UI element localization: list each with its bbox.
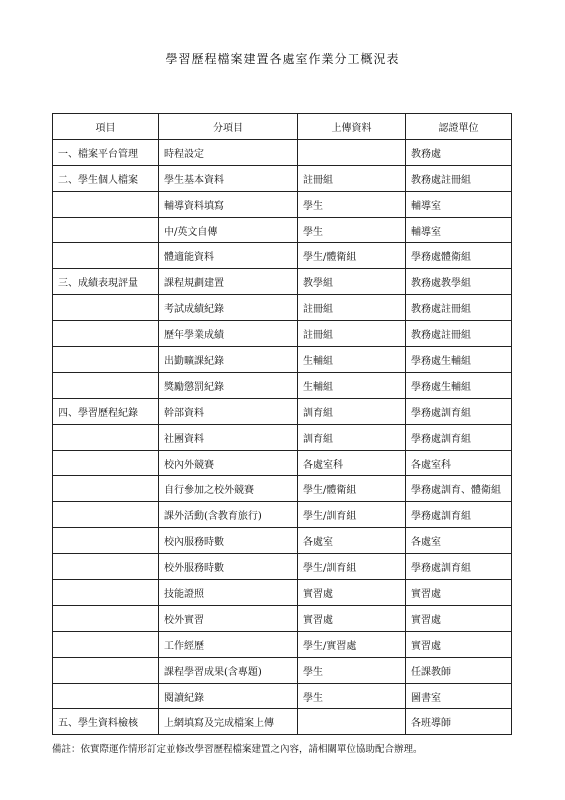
subitem-cell: 校內服務時數 [159,528,298,554]
certifying-unit-cell: 教務處 [406,139,512,165]
certifying-unit-cell: 學務處訓育組 [406,398,512,424]
table-row [53,683,512,709]
certifying-unit-cell: 實習處 [406,605,512,631]
item-cell: 一、檔案平台管理 [53,139,159,165]
subitem-cell: 課程規劃建置 [159,269,298,295]
upload-data-cell: 生輔組 [298,372,406,398]
table-row [53,372,512,398]
upload-data-cell: 學生 [298,217,406,243]
upload-data-cell: 學生/體衛組 [298,243,406,269]
certifying-unit-cell: 圖書室 [406,683,512,709]
subitem-cell: 技能證照 [159,580,298,606]
certifying-unit-cell: 學務處訓育組 [406,502,512,528]
table-row [53,165,512,191]
upload-data-cell: 學生/訓育組 [298,502,406,528]
header-upload-data: 上傳資料 [298,114,406,140]
certifying-unit-cell: 學務處體衛組 [406,243,512,269]
item-cell [53,372,159,398]
header-item: 項目 [53,114,159,140]
table-row [53,295,512,321]
upload-data-cell: 學生 [298,683,406,709]
table-row [53,476,512,502]
upload-data-cell: 教學組 [298,269,406,295]
subitem-cell: 工作經歷 [159,631,298,657]
item-cell [53,580,159,606]
certifying-unit-cell: 學務處生輔組 [406,347,512,373]
item-cell [53,683,159,709]
table-row [53,605,512,631]
certifying-unit-cell: 各處室科 [406,450,512,476]
certifying-unit-cell: 學務處訓育組 [406,424,512,450]
item-cell [53,657,159,683]
subitem-cell: 課程學習成果(含專題) [159,657,298,683]
table-row [53,347,512,373]
item-cell: 三、成績表現評量 [53,269,159,295]
table-row [53,502,512,528]
table-row [53,450,512,476]
table-row [53,709,512,735]
subitem-cell: 校外實習 [159,605,298,631]
table-row [53,217,512,243]
upload-data-cell: 註冊組 [298,165,406,191]
subitem-cell: 歷年學業成績 [159,321,298,347]
subitem-cell: 中/英文自傳 [159,217,298,243]
certifying-unit-cell: 學務處訓育、體衛組 [406,476,512,502]
subitem-cell: 校內外競賽 [159,450,298,476]
item-cell [53,217,159,243]
certifying-unit-cell: 學務處訓育組 [406,554,512,580]
item-cell: 五、學生資料檢核 [53,709,159,735]
upload-data-cell: 學生/訓育組 [298,554,406,580]
table-row [53,139,512,165]
subitem-cell: 課外活動(含教育旅行) [159,502,298,528]
table-row [53,269,512,295]
certifying-unit-cell: 實習處 [406,580,512,606]
item-cell [53,528,159,554]
certifying-unit-cell: 教務處註冊組 [406,295,512,321]
table-row [53,580,512,606]
subitem-cell: 時程設定 [159,139,298,165]
upload-data-cell: 訓育組 [298,398,406,424]
item-cell [53,476,159,502]
item-cell [53,631,159,657]
certifying-unit-cell: 各班導師 [406,709,512,735]
item-cell [53,243,159,269]
item-cell [53,605,159,631]
header-subitem: 分項目 [159,114,298,140]
allocation-table [52,113,512,735]
subitem-cell: 閱讀紀錄 [159,683,298,709]
item-cell [53,191,159,217]
item-cell [53,347,159,373]
subitem-cell: 出勤曠課紀錄 [159,347,298,373]
item-cell [53,450,159,476]
subitem-cell: 自行參加之校外競賽 [159,476,298,502]
subitem-cell: 獎勵懲罰紀錄 [159,372,298,398]
item-cell [53,295,159,321]
certifying-unit-cell: 任課教師 [406,657,512,683]
document-note: 備註：依實際運作情形訂定並修改學習歷程檔案建置之內容，請相關單位協助配合辦理。 [52,744,423,755]
upload-data-cell: 學生/實習處 [298,631,406,657]
upload-data-cell: 各處室科 [298,450,406,476]
certifying-unit-cell: 輔導室 [406,217,512,243]
table-row [53,631,512,657]
certifying-unit-cell: 實習處 [406,631,512,657]
certifying-unit-cell: 教務處註冊組 [406,321,512,347]
item-cell: 二、學生個人檔案 [53,165,159,191]
table-header-row [53,114,512,140]
upload-data-cell: 學生 [298,657,406,683]
table-row [53,554,512,580]
table-row [53,398,512,424]
table-row [53,321,512,347]
certifying-unit-cell: 學務處生輔組 [406,372,512,398]
upload-data-cell: 訓育組 [298,424,406,450]
upload-data-cell: 各處室 [298,528,406,554]
header-certifying-unit: 認證單位 [406,114,512,140]
certifying-unit-cell: 教務處教學組 [406,269,512,295]
upload-data-cell: 生輔組 [298,347,406,373]
table-body [53,139,512,734]
table-row [53,528,512,554]
subitem-cell: 考試成績紀錄 [159,295,298,321]
table-row [53,424,512,450]
upload-data-cell: 實習處 [298,580,406,606]
item-cell: 四、學習歷程紀錄 [53,398,159,424]
item-cell [53,554,159,580]
upload-data-cell: 學生/體衛組 [298,476,406,502]
subitem-cell: 輔導資料填寫 [159,191,298,217]
table-row [53,191,512,217]
subitem-cell: 社團資料 [159,424,298,450]
subitem-cell: 幹部資料 [159,398,298,424]
certifying-unit-cell: 各處室 [406,528,512,554]
certifying-unit-cell: 教務處註冊組 [406,165,512,191]
subitem-cell: 校外服務時數 [159,554,298,580]
item-cell [53,502,159,528]
item-cell [53,321,159,347]
subitem-cell: 體適能資料 [159,243,298,269]
subitem-cell: 學生基本資料 [159,165,298,191]
subitem-cell: 上網填寫及完成檔案上傳 [159,709,298,735]
upload-data-cell [298,139,406,165]
upload-data-cell: 學生 [298,191,406,217]
table-row [53,657,512,683]
upload-data-cell: 註冊組 [298,295,406,321]
certifying-unit-cell: 輔導室 [406,191,512,217]
upload-data-cell: 實習處 [298,605,406,631]
upload-data-cell: 註冊組 [298,321,406,347]
table-row [53,243,512,269]
upload-data-cell [298,709,406,735]
document-title: 學習歷程檔案建置各處室作業分工概況表 [165,52,400,66]
item-cell [53,424,159,450]
